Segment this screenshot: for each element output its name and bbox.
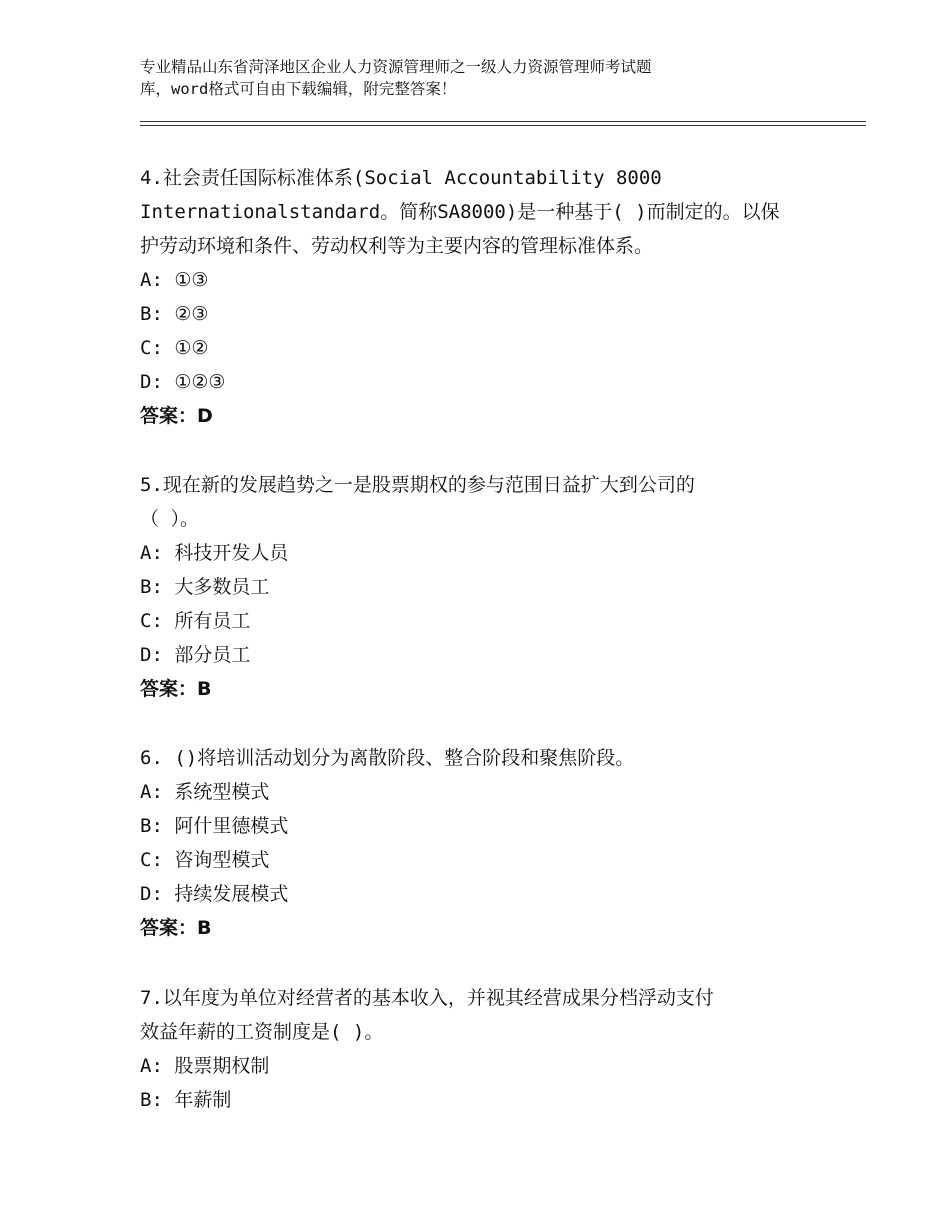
stem-line: 4.社会责任国际标准体系(Social Accountability 8000 (140, 167, 662, 189)
header-rule-top (140, 121, 866, 122)
stem-line: 效益年薪的工资制度是( )。 (140, 1021, 384, 1043)
header-rule-bottom (140, 125, 866, 126)
header-line-2: 库，word格式可自由下载编辑，附完整答案！ (140, 80, 457, 98)
answer-label: 答案：B (140, 678, 212, 700)
option-a: A: 系统型模式 (140, 781, 270, 803)
question-stem (140, 468, 830, 536)
option-d: D: 部分员工 (140, 644, 251, 666)
stem-line: 5.现在新的发展趋势之一是股票期权的参与范围日益扩大到公司的 (140, 474, 695, 496)
question-5 (140, 468, 830, 706)
answer-label: 答案：B (140, 917, 212, 939)
header-line-1: 专业精品山东省菏泽地区企业人力资源管理师之一级人力资源管理师考试题 (140, 58, 652, 76)
option-a: A: 股票期权制 (140, 1055, 270, 1077)
option-b: B: 年薪制 (140, 1089, 232, 1111)
stem-line: 6. ()将培训活动划分为离散阶段、整合阶段和聚焦阶段。 (140, 747, 635, 769)
question-4 (140, 161, 830, 433)
option-b: B: 阿什里德模式 (140, 815, 289, 837)
question-stem (140, 741, 830, 775)
document-header (140, 56, 840, 100)
option-b: B: ②③ (140, 303, 209, 325)
option-b: B: 大多数员工 (140, 576, 270, 598)
stem-line: （ ）。 (140, 508, 199, 530)
option-a: A: ①③ (140, 269, 209, 291)
stem-line: 护劳动环境和条件、劳动权利等为主要内容的管理标准体系。 (140, 235, 654, 257)
option-c: C: 咨询型模式 (140, 849, 270, 871)
answer-label: 答案：D (140, 405, 213, 427)
stem-line: Internationalstandard。简称SA8000)是一种基于( )而制定的。以保 (140, 201, 780, 223)
question-stem (140, 161, 830, 263)
option-d: D: ①②③ (140, 371, 226, 393)
question-stem (140, 981, 830, 1049)
option-c: C: ①② (140, 337, 209, 359)
option-c: C: 所有员工 (140, 610, 251, 632)
option-a: A: 科技开发人员 (140, 542, 289, 564)
question-7 (140, 981, 830, 1117)
question-6 (140, 741, 830, 945)
option-d: D: 持续发展模式 (140, 883, 289, 905)
stem-line: 7.以年度为单位对经营者的基本收入，并视其经营成果分档浮动支付 (140, 987, 714, 1009)
